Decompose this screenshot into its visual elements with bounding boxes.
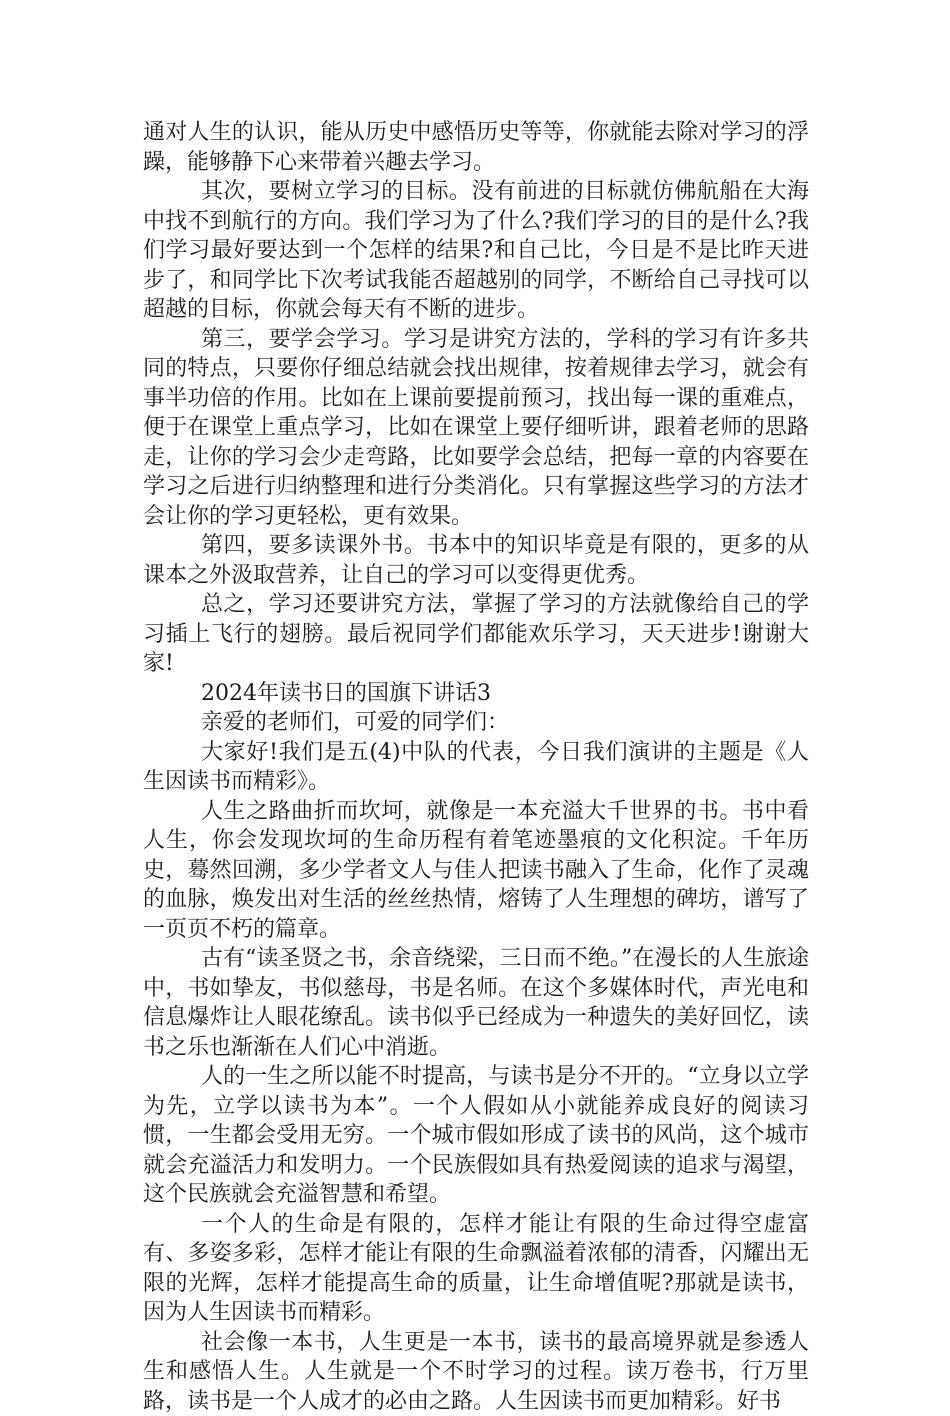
speech-salutation: 亲爱的老师们，可爱的同学们：	[143, 708, 809, 738]
paragraph-life-road: 人生之路曲折而坎坷，就像是一本充溢大千世界的书。书中看人生，你会发现坎坷的生命历程有着笔迹墨痕的文化积淀。千年历史，蓦然回溯，多少学者文人与佳人把读书融入了生命，化作了灵魂的血脉，焕发出对生活的丝丝热情，熔铸了人生理想的碑坊，谱写了一页页不朽的篇章。	[143, 797, 809, 945]
paragraph-goal: 其次，要树立学习的目标。没有前进的目标就仿佛航船在大海中找不到航行的方向。我们学习为了什么?我们学习的目的是什么?我们学习最好要达到一个怎样的结果?和自己比，今日是不是比昨天进步了，和同学比下次考试我能否超越别的同学，不断给自己寻找可以超越的目标，你就会每天有不断的进步。	[143, 177, 809, 325]
paragraph-continuation: 通对人生的认识，能从历史中感悟历史等等，你就能去除对学习的浮躁，能够静下心来带着兴趣去学习。	[143, 118, 809, 177]
paragraph-conclusion: 总之，学习还要讲究方法，掌握了学习的方法就像给自己的学习插上飞行的翅膀。最后祝同学们都能欢乐学习，天天进步!谢谢大家!	[143, 590, 809, 679]
paragraph-reading: 第四，要多读课外书。书本中的知识毕竟是有限的，更多的从课本之外汲取营养，让自己的学习可以变得更优秀。	[143, 531, 809, 590]
document-body	[143, 118, 809, 1416]
paragraph-finite-life: 一个人的生命是有限的，怎样才能让有限的生命过得空虚富有、多姿多彩，怎样才能让有限的生命飘溢着浓郁的清香，闪耀出无限的光辉，怎样才能提高生命的质量，让生命增值呢?那就是读书，因为人生因读书而精彩。	[143, 1210, 809, 1328]
speech-title: 2024年读书日的国旗下讲话3	[143, 679, 809, 709]
paragraph-method: 第三，要学会学习。学习是讲究方法的，学科的学习有许多共同的特点，只要你仔细总结就会找出规律，按着规律去学习，就会有事半功倍的作用。比如在上课前要提前预习，找出每一课的重难点，便于在课堂上重点学习，比如在课堂上要仔细听讲，跟着老师的思路走，让你的学习会少走弯路，比如要学会总结，把每一章的内容要在学习之后进行归纳整理和进行分类消化。只有掌握这些学习的方法才会让你的学习更轻松，更有效果。	[143, 325, 809, 532]
paragraph-improvement: 人的一生之所以能不时提高，与读书是分不开的。“立身以立学为先，立学以读书为本”。一个人假如从小就能养成良好的阅读习惯，一生都会受用无穷。一个城市假如形成了读书的风尚，这个城市就会充溢活力和发明力。一个民族假如具有热爱阅读的追求与渴望，这个民族就会充溢智慧和希望。	[143, 1062, 809, 1210]
speech-greeting: 大家好!我们是五(4)中队的代表，今日我们演讲的主题是《人生因读书而精彩》。	[143, 738, 809, 797]
paragraph-ancient: 古有“读圣贤之书，余音绕梁，三日而不绝。”在漫长的人生旅途中，书如挚友，书似慈母，书是名师。在这个多媒体时代，声光电和信息爆炸让人眼花缭乱。读书似乎已经成为一种遗失的美好回忆，读书之乐也渐渐在人们心中消逝。	[143, 944, 809, 1062]
paragraph-society-book: 社会像一本书，人生更是一本书，读书的最高境界就是参透人生和感悟人生。人生就是一个不时学习的过程。读万卷书，行万里路，读书是一个人成才的必由之路。人生因读书而更加精彩。好书	[143, 1328, 809, 1416]
